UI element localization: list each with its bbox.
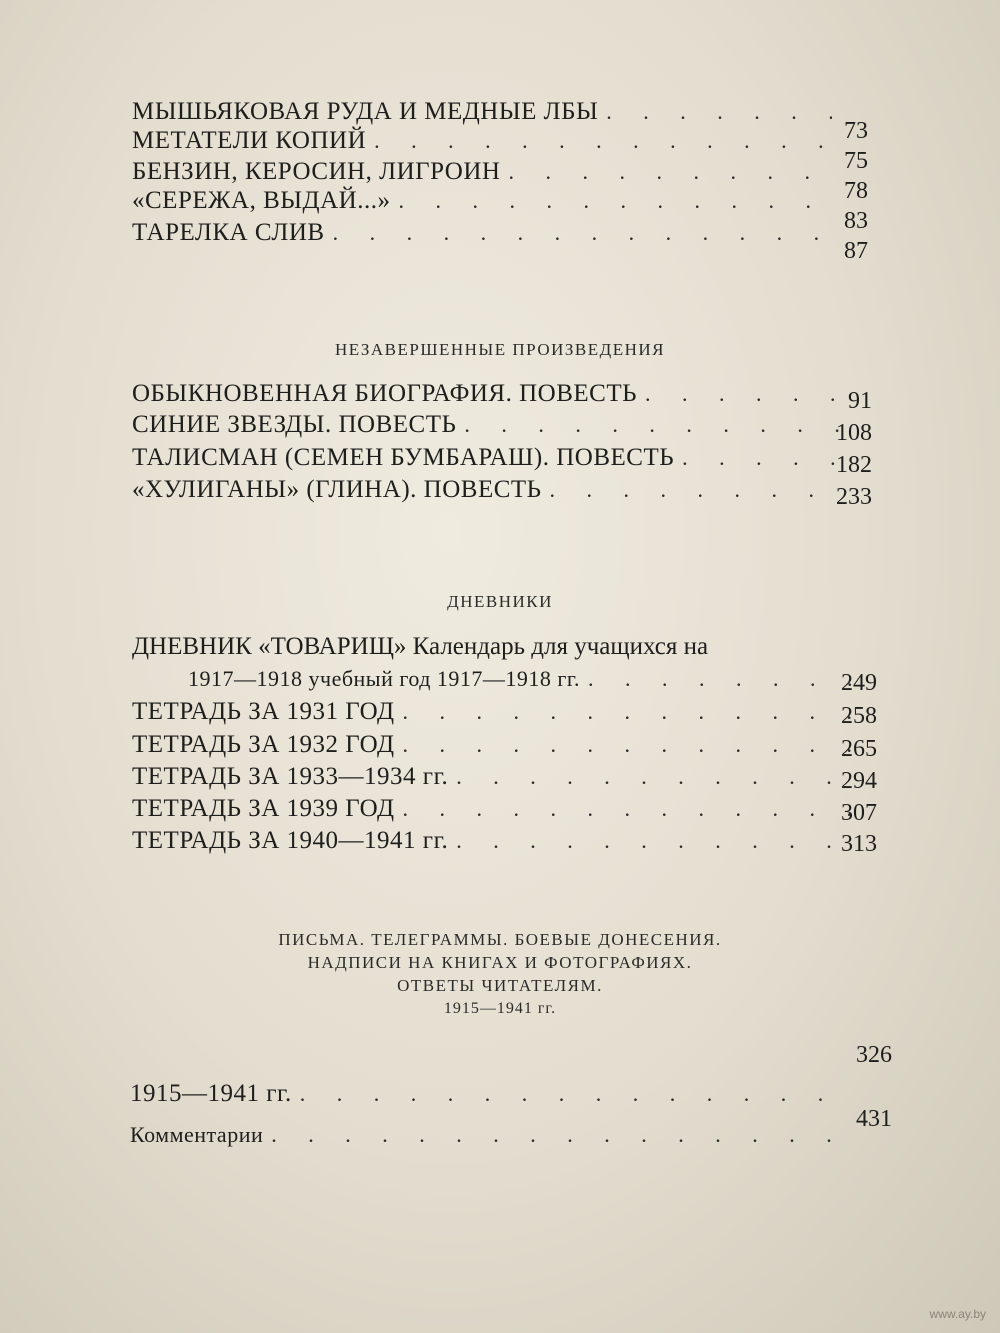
- toc-entry: [132, 380, 842, 408]
- toc-entry: [130, 1122, 845, 1148]
- toc-entry: [132, 219, 832, 247]
- section-years: 1915—1941 гг.: [443, 1000, 557, 1017]
- toc-entry-page: 182: [836, 452, 872, 478]
- toc-entry-title: 1915—1941 гг.: [130, 1080, 292, 1107]
- toc-entry-title: ТАЛИСМАН (СЕМЕН БУМБАРАШ). ПОВЕСТЬ: [132, 444, 675, 471]
- toc-entry-page: 307: [841, 800, 877, 826]
- toc-entry: [132, 476, 842, 504]
- section-heading: ДНЕВНИКИ: [447, 592, 553, 611]
- toc-entry: [188, 666, 852, 692]
- toc-entry: [132, 127, 832, 155]
- toc-entry-page: 233: [836, 484, 872, 510]
- toc-entry-title: МЕТАТЕЛИ КОПИЙ: [132, 127, 367, 154]
- toc-entry-title: ОБЫКНОВЕННАЯ БИОГРАФИЯ. ПОВЕСТЬ: [132, 380, 637, 407]
- leader-dots: [263, 1122, 845, 1148]
- toc-entry-page: 73: [844, 118, 868, 144]
- toc-entry-title-line1: ДНЕВНИК «ТОВАРИЩ» Календарь для учащихся на: [132, 633, 709, 660]
- section-heading: НЕЗАВЕРШЕННЫЕ ПРОИЗВЕДЕНИЯ: [335, 340, 665, 359]
- toc-entry-title-line2: 1917—1918 учебный год 1917—1918 гг.: [188, 666, 580, 691]
- toc-entry-title: ТЕТРАДЬ ЗА 1939 ГОД: [132, 795, 395, 822]
- toc-entry-title: ТЕТРАДЬ ЗА 1932 ГОД: [132, 731, 395, 758]
- toc-entry-title: ТАРЕЛКА СЛИВ: [132, 219, 325, 246]
- toc-entry-title: Комментарии: [130, 1122, 264, 1147]
- toc-entry-title: ТЕТРАДЬ ЗА 1940—1941 гг.: [132, 827, 449, 854]
- toc-entry-page: 91: [848, 388, 872, 414]
- section-heading-line1: ПИСЬМА. ТЕЛЕГРАММЫ. БОЕВЫЕ ДОНЕСЕНИЯ.: [278, 930, 722, 949]
- toc-entry: [132, 698, 852, 726]
- toc-entry-title: СИНИЕ ЗВЕЗДЫ. ПОВЕСТЬ: [132, 411, 457, 438]
- leader-dots: [395, 732, 852, 758]
- toc-entry-page: 431: [856, 1106, 892, 1132]
- toc-entry-page: 326: [856, 1042, 892, 1068]
- toc-entry-page: 265: [841, 736, 877, 762]
- toc-entry-page: 87: [844, 238, 868, 264]
- toc-entry-page: 294: [841, 768, 877, 794]
- toc-entry-title: БЕНЗИН, КЕРОСИН, ЛИГРОИН: [132, 158, 501, 185]
- toc-entry: [132, 795, 852, 823]
- toc-entry-title: ТЕТРАДЬ ЗА 1931 ГОД: [132, 698, 395, 725]
- toc-entry-title: ТЕТРАДЬ ЗА 1933—1934 гг.: [132, 763, 449, 790]
- toc-entry: [132, 411, 842, 439]
- leader-dots: [500, 159, 832, 185]
- toc-entry-page: 313: [841, 831, 877, 857]
- toc-entry-page: 108: [836, 420, 872, 446]
- toc-entry-title: «ХУЛИГАНЫ» (ГЛИНА). ПОВЕСТЬ: [132, 476, 542, 503]
- toc-entry-page: 78: [844, 178, 868, 204]
- leader-dots: [292, 1081, 845, 1107]
- leader-dots: [456, 412, 842, 438]
- toc-entry: [132, 763, 852, 791]
- section-heading-line2: НАДПИСИ НА КНИГАХ И ФОТОГРАФИЯХ.: [307, 953, 693, 972]
- toc-entry-title: МЫШЬЯКОВАЯ РУДА И МЕДНЫЕ ЛБЫ: [132, 98, 599, 125]
- watermark: www.ay.by: [929, 1307, 986, 1321]
- toc-entry-title: «СЕРЕЖА, ВЫДАЙ...»: [132, 187, 391, 214]
- toc-entry: [130, 1080, 845, 1108]
- toc-entry-page: 258: [841, 703, 877, 729]
- toc-entry: [132, 731, 852, 759]
- toc-entry: [132, 158, 832, 186]
- toc-entry-page: 249: [841, 670, 877, 696]
- leader-dots: [366, 128, 832, 154]
- toc-entry: [132, 98, 832, 126]
- toc-entry: [132, 444, 842, 472]
- section-heading-line3: ОТВЕТЫ ЧИТАТЕЛЯМ.: [397, 976, 603, 995]
- toc-entry: [132, 827, 852, 855]
- leader-dots: [395, 699, 852, 725]
- leader-dots: [390, 188, 832, 214]
- leader-dots: [448, 828, 852, 854]
- toc-entry-page: 83: [844, 208, 868, 234]
- toc-entry: [132, 187, 832, 215]
- leader-dots: [395, 796, 852, 822]
- leader-dots: [325, 220, 832, 246]
- leader-dots: [448, 764, 852, 790]
- toc-entry-page: 75: [844, 148, 868, 174]
